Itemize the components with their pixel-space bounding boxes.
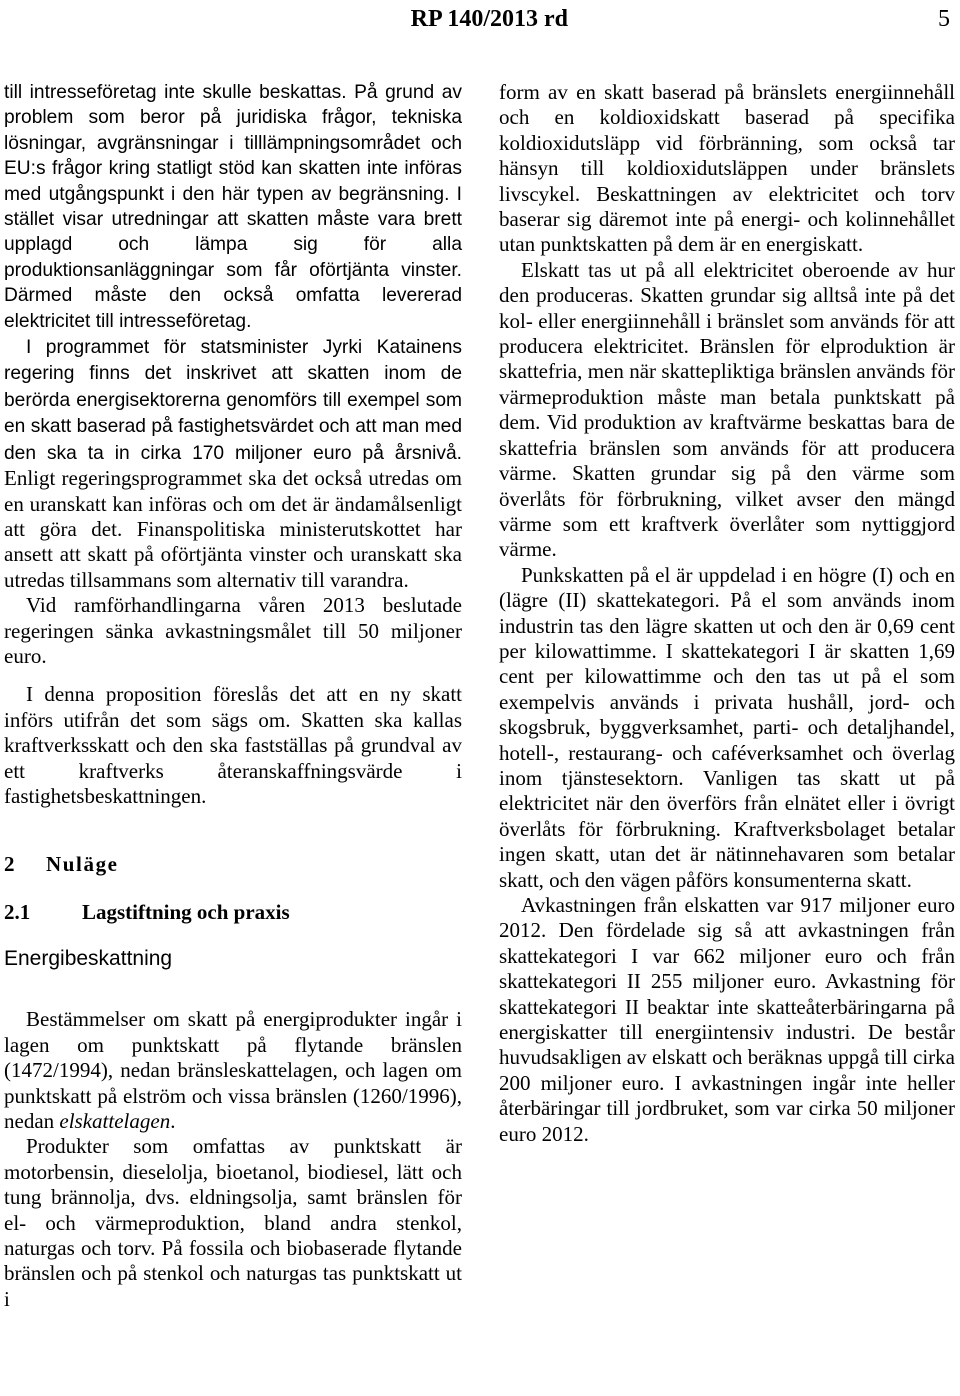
page-header: [0, 0, 960, 40]
paragraph-avkastning: Avkastningen från elskatten var 917 miljoner euro 2012. Den fördelade sig så att avkastningen från skattekategori I var 662 miljoner euro och från skattekategori II 255 miljoner euro. Avkastning för skattekategori II beaktar inte skatteåterbäringarna på energiskatter till energiintensiv industri. De består huvudsakligen av elskatt och beräknas uppgå till cirka 200 miljoner euro. I avkastningen ingår inte heller återbäringar till jordbruket, som var cirka 50 miljoner euro 2012.: [499, 893, 955, 1146]
paragraph-punktskatt-el: Punkskatten på el är uppdelad i en högre (I) och en (lägre (II) skattekategori. På el som används inom industrin tas den lägre skatten ut och den är 0,69 cent per kilowattimme. I skattekategori I är skatten 1,69 cent per kilowattimme och den tas ut på el som exempelvis används i privata hushåll, jord- och skogsbruk, byggverksamhet, parti- och detaljhandel, hotell-, restaurang- och caféverksamhet och överlag inom tjänstesektorn. Vanligen tas skatt ut på elektricitet när den överförs från elnätet eller i övrigt överlåts för förbrukning. Kraftverksbolaget betalar ingen skatt, utan det är nätinnehavaren som betalar skatt, och den vägen påförs konsumenterna skatt.: [499, 562, 955, 892]
subsection-heading: [4, 900, 462, 925]
page-number: 5: [938, 6, 950, 32]
subsection-title: Lagstiftning och praxis: [82, 900, 290, 925]
paragraph-elskatt: Elskatt tas ut på all elektricitet oberoende av hur den produceras. Skatten grundar sig alltså inte på det kol- eller energiinnehåll i bränslet som används för att producera elektricitet. Bränslen för elproduktion är skattefria, men när skattepliktiga bränslen används för värmeproduktion måste man betala punktskatt på dem. Vid produktion av kraftvärme beskattas bara de skattefria bränslen som används för att producera värme. Skatten grundar sig på den värme som överlåts för förbrukning, vilket avser den mängd värme som ett kraftverk överlåter som nyttiggjord värme.: [499, 257, 955, 562]
paragraph-proposition: I denna proposition föreslås det att en ny skatt införs utifrån det som sägs om. Skatten ska kallas kraftverksskatt och den ska fastställas på grundval av ett kraftverks återanskaffningsvärde i fastighetsbeskattningen.: [4, 682, 462, 808]
section-number: 2: [4, 852, 15, 877]
subsection-number: 2.1: [4, 900, 31, 925]
paragraph-bestammelser: [4, 1007, 462, 1134]
paragraph-ramforhandlingar: Vid ramförhandlingarna våren 2013 beslutade regeringen sänka avkastningsmålet till 50 miljoner euro.: [4, 593, 462, 668]
section-heading: [4, 852, 462, 877]
paragraph-bestammelser-italic: elskattelagen: [59, 1109, 171, 1133]
document-reference: RP 140/2013 rd: [410, 6, 568, 32]
paragraph-intresseforetag: till intresseföretag inte skulle beskattas. På grund av problem som beror på juridiska frågor, tekniska lösningar, avgränsningar i tilllämpningsområdet och EU:s frågor kring statligt stöd kan skatten inte införas med utgångspunkt i den här typen av begränsning. I stället visar utredningar att skatten måste vara brett upplagd och lämpa sig för alla produktionsanläggningar som får oförtjänta vinster. Därmed måste den också omfatta levererad elektricitet till intresseföretag.: [4, 82, 462, 332]
paragraph-bestammelser-text: Bestämmelser om skatt på energiprodukter ingår i lagen om punktskatt på flytande bränslen (1472/1994), nedan bränsleskattelagen, och lagen om punktskatt på elström och vissa bränslen (1260/1996), nedan: [4, 1007, 462, 1133]
paragraph-regeringsprogram-part1: I programmet för statsminister Jyrki Katainens regering finns det inskrivet att skatten inom de berörda energisektorerna genomförs till exempel som en skatt baserad på fastighetsvärdet och att man med den ska ta in cirka 170 miljoner euro på årsnivå.: [4, 337, 462, 464]
paragraph-bestammelser-end: .: [170, 1109, 176, 1133]
right-column: [499, 80, 955, 1147]
paragraph-energiinnehall: form av en skatt baserad på bränslets energiinnehåll och en koldioxidskatt baserad på specifika koldioxidutsläpp vid förbränning, som också tar hänsyn till koldioxidutsläppen under bränslets livscykel. Beskattningen av elektricitet och torv baserar sig däremot inte på energi- och kolinnehållet utan punktskatten på dem är en energiskatt.: [499, 80, 955, 257]
left-column: [4, 80, 462, 1312]
subsubsection-heading: Energibeskattning: [4, 947, 173, 971]
paragraph-produkter: Produkter som omfattas av punktskatt är motorbensin, dieselolja, bioetanol, biodiesel, lätt och tung brännolja, dvs. eldningsolja, samt bränslen för el- och värmeproduktion, bland andra stenkol, naturgas och torv. På fossila och biobaserade flytande bränslen och på stenkol och naturgas tas punktskatt ut i: [4, 1134, 462, 1311]
paragraph-regeringsprogram: [4, 334, 462, 593]
paragraph-regeringsprogram-part2: Enligt regeringsprogrammet ska det också utredas om en uranskatt kan införas och om det är ändamålsenligt att göra det. Finanspolitiska ministerutskottet har ansett att skatt på oförtjänta vinster och uranskatt ska utredas tillsammans som alternativ till varandra.: [4, 466, 462, 592]
section-title: Nuläge: [46, 852, 119, 877]
